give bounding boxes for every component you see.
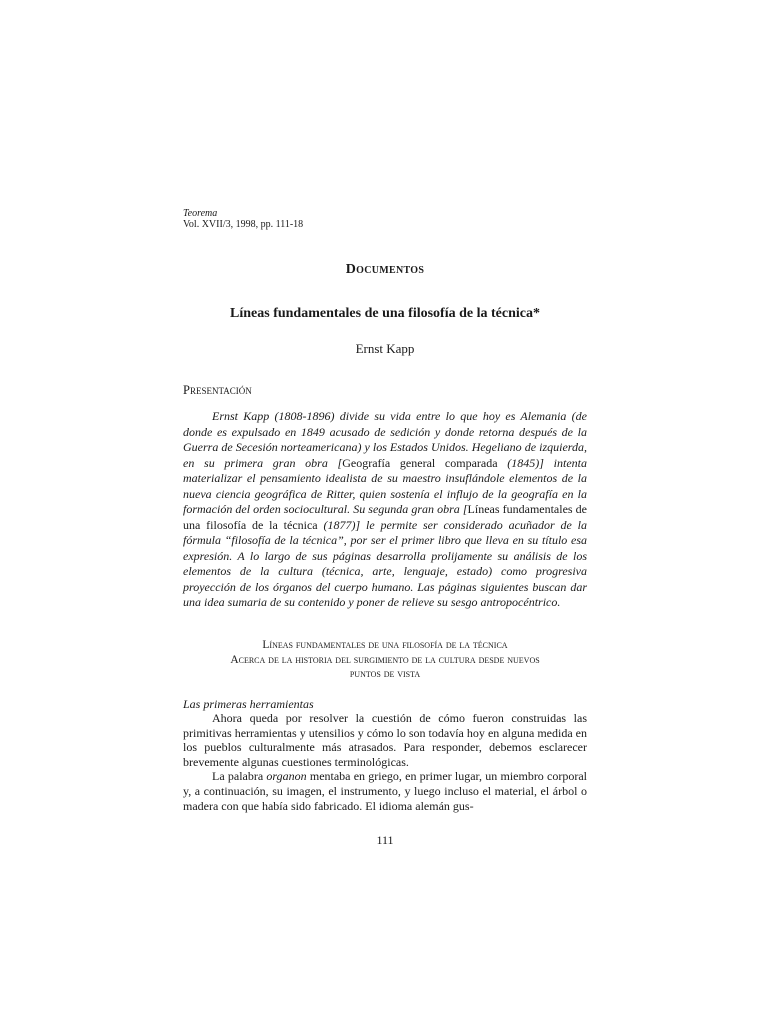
- page-number: 111: [376, 833, 394, 847]
- chapter-heading-subtitle-1: Acerca de la historia del surgimiento de la cultura desde nuevos: [230, 653, 540, 666]
- body-p2-rest: mentaba en griego, en primer lugar, un miembro corporal y, a continuación, su imagen, el instrumento, y luego incluso el material, el árbol o madera con que había sido fabricado. El idioma alemán gus-: [183, 769, 588, 813]
- presentation-text-2: (1845)] intenta materializar el pensamiento idealista de su maestro insuflándole elementos de la nueva ciencia geográfica de Ritter, quien sostenía el influjo de la geografía en la formación del orden sociocultural. Su segunda gran obra [: [183, 455, 587, 516]
- article-title: Líneas fundamentales de una filosofía de la técnica*: [230, 306, 540, 321]
- body-text: [183, 711, 587, 813]
- chapter-heading-subtitle-2: puntos de vista: [349, 668, 421, 680]
- body-paragraph-1: Ahora queda por resolver la cuestión de cómo fueron construidas las primitivas herramientas y utensilios y cómo lo son todavía hoy en alguna medida en los pueblos culturalmente más atrasados. Para responder, debemos esclarecer brevemente algunas cuestiones terminológicas.: [183, 711, 587, 769]
- presentation-text-1: Ernst Kapp (1808-1896) divide su vida entre lo que hoy es Alemania (de donde es expulsado en 1849 acusado de sedición y donde retorna después de la Guerra de Secesión norteamericana) y los Estados Unidos. Hegeliano de izquierda, en su primera gran obra [: [183, 409, 587, 470]
- body-p2-start: La palabra: [212, 769, 267, 784]
- section-title: Documentos: [345, 262, 425, 277]
- term-organon: organon: [266, 769, 307, 784]
- presentation-text-3: (1877)] le permite ser considerado acuñador de la fórmula “filosofía de la técnica”, por ser el primer libro que lleva en su título esa expresión. A lo largo de sus páginas desarrolla prolijamente su análisis de los elementos de la cultura (técnica, arte, lenguaje, estado) como progresiva proyección de los órganos del cuerpo humano. Las páginas siguientes buscan dar una idea sumaria de su contenido y poner de relieve su sesgo antropocéntrico.: [183, 517, 587, 609]
- journal-name: Teorema: [183, 208, 218, 219]
- chapter-heading-title: Líneas fundamentales de una filosofía de la técnica: [262, 639, 508, 651]
- presentation-paragraph: [183, 409, 587, 611]
- body-paragraph-2: [183, 769, 587, 813]
- journal-info: [183, 208, 303, 230]
- document-page: [183, 0, 587, 1024]
- author-name: Ernst Kapp: [355, 341, 415, 356]
- chapter-headings: [183, 638, 587, 682]
- book-title-geografia: Geografía general comparada: [342, 455, 498, 470]
- journal-volume: Vol. XVII/3, 1998, pp. 111-18: [183, 219, 304, 230]
- first-tools-heading: Las primeras herramientas: [183, 697, 314, 711]
- presentation-heading: Presentación: [183, 383, 252, 397]
- book-title-lineas: Líneas fundamentales de una filosofía de la técnica: [183, 502, 587, 532]
